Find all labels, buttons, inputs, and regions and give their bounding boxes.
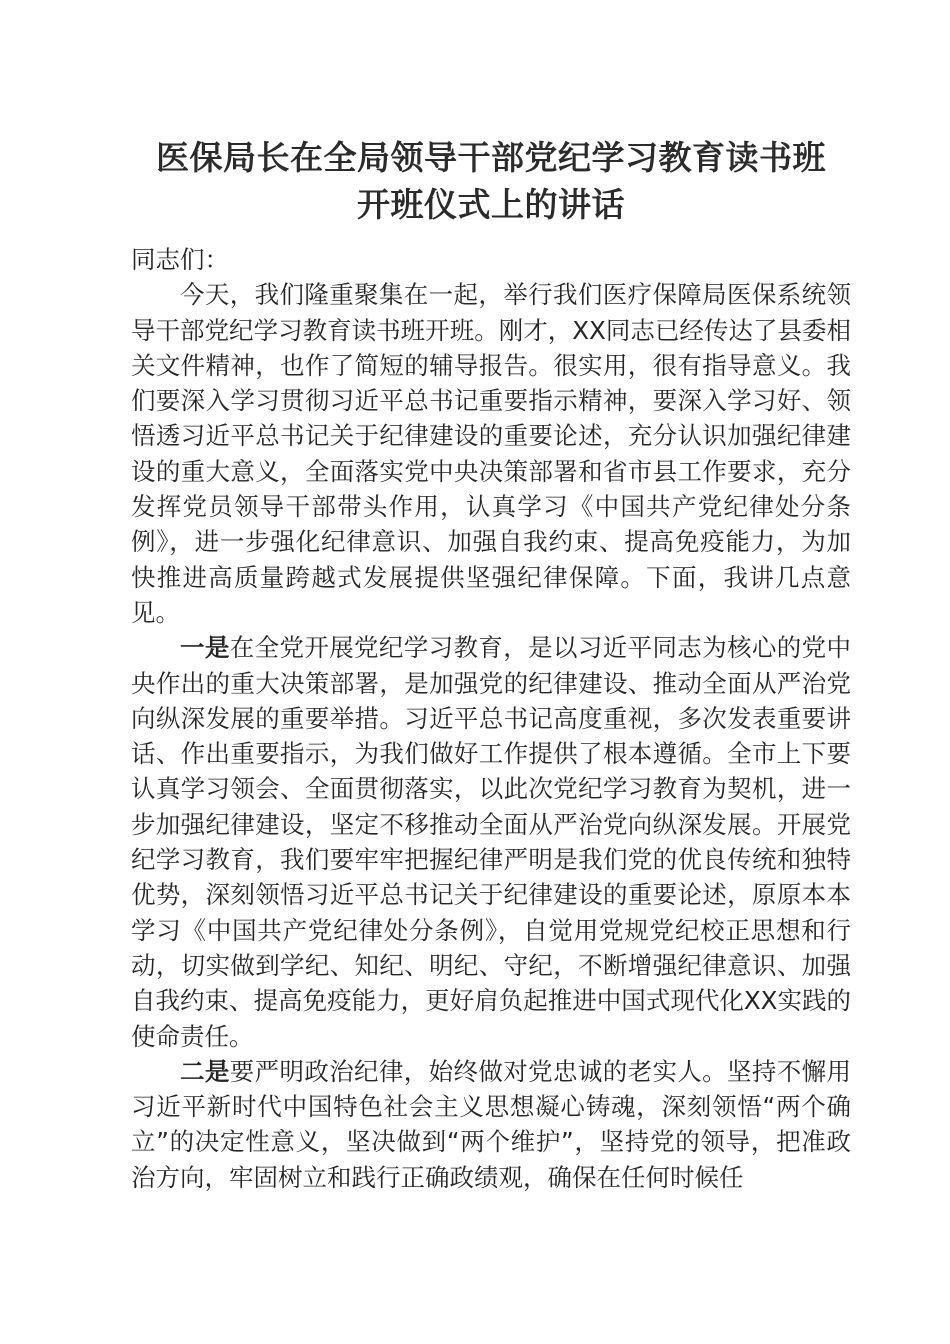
- document-body: [131, 242, 851, 1195]
- paragraph-3-lead: 二是: [180, 1056, 230, 1086]
- paragraph-2-text: 在全党开展党纪学习教育，是以习近平同志为核心的党中央作出的重大决策部署，是加强党的纪律建设、推动全面从严治党向纵深发展的重要举措。习近平总书记高度重视，多次发表重要讲话、作出重要指示，为我们做好工作提供了根本遵循。全市上下要认真学习领会、全面贯彻落实，以此次党纪学习教育为契机，进一步加强纪律建设，坚定不移推动全面从严治党向纵深发展。开展党纪学习教育，我们要牢牢把握纪律严明是我们党的优良传统和独特优势，深刻领悟习近平总书记关于纪律建设的重要论述，原原本本学习《中国共产党纪律处分条例》，自觉用党规党纪校正思想和行动，切实做到学纪、知纪、明纪、守纪，不断增强纪律意识、加强自我约束、提高免疫能力，更好肩负起推进中国式现代化XX实践的使命责任。: [131, 633, 852, 1051]
- paragraph-1-text: 今天，我们隆重聚集在一起，举行我们医疗保障局医保系统领导干部党纪学习教育读书班开班。刚才，XX同志已经传达了县委相关文件精神，也作了简短的辅导报告。很实用，很有指导意义。我们要深入学习贯彻习近平总书记重要指示精神，要深入学习好、领悟透习近平总书记关于纪律建设的重要论述，充分认识加强纪律建设的重大意义，全面落实党中央决策部署和省市县工作要求，充分发挥党员领导干部带头作用，认真学习《中国共产党纪律处分条例》，进一步强化纪律意识、加强自我约束、提高免疫能力，为加快推进高质量跨越式发展提供坚强纪律保障。下面，我讲几点意见。: [131, 280, 851, 627]
- paragraph-3-text: 要严明政治纪律，始终做对党忠诚的老实人。坚持不懈用习近平新时代中国特色社会主义思想凝心铸魂，深刻领悟“两个确立”的决定性意义，坚决做到“两个维护”，坚持党的领导，把准政治方向，牢固树立和践行正确政绩观，确保在任何时候任: [131, 1056, 852, 1192]
- paragraph-1: [131, 277, 851, 630]
- title-line-2: 开班仪式上的讲话: [357, 185, 625, 224]
- paragraph-2-lead: 一是: [180, 633, 230, 663]
- paragraph-2: [131, 630, 851, 1054]
- document-title: [131, 134, 851, 228]
- title-line-1: 医保局长在全局领导干部党纪学习教育读书班: [156, 138, 826, 177]
- salutation: 同志们：: [131, 245, 229, 274]
- document-page: [131, 134, 851, 1195]
- paragraph-3: [131, 1054, 851, 1195]
